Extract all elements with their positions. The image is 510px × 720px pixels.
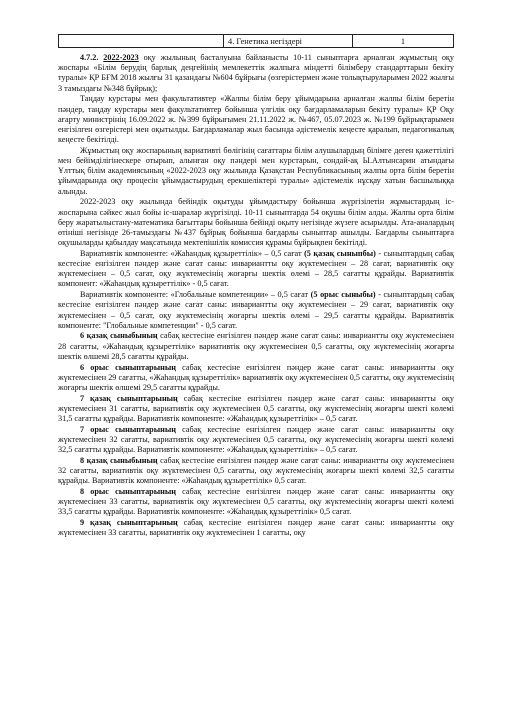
paragraph-grade6-russian: 6 орыс сыныптарының сабақ кестесіне енгізілген пәндер және сағат саны: инвариантты оқу жүктемесінен 29 сағатты, «Жаһандық құзыреттілік» вариативтік оқу жүктемесінен 0,5 сағатты, оқу жүктемесінің жоғарғы шектік өлшемі 29,5 сағатты құрайды. [58, 362, 454, 392]
class-label: (5 орыс сыныбы) [310, 290, 376, 300]
class-label: 7 орыс сыныптарының [80, 424, 176, 434]
academic-year: 2022-2023 [103, 53, 139, 62]
class-label: (5 қазақ сыныпбы) [304, 248, 376, 258]
paragraph-text: оқу жылының басталуына байланысты 10-11 сыныптарға арналған жұмыстың оқу жоспары «Білім берудің барлық деңгейінің мемлекеттік жалпыға міндетті білімберу стандарттарын бекіту туралы» ҚР БҒМ 2018 жылғы 31 қазандағы №604 бұйрығы (өзгерістермен және толықтыруларымен 2022 жылғы 3 тамыздағы №348 бұйрық); [58, 53, 455, 93]
class-label: 8 орыс сыныптарының [80, 487, 176, 497]
paragraph-grade7-russian: 7 орыс сыныптарының сабақ кестесіне енгізілген пәндер және сағат саны: инвариантты оқу жүктемесінен 32 сағатты, вариативтік оқу жүктемесінен 0,5 сағатты, оқу жүктемесінің жоғарғы шекті көлемі 32,5 сағатты құрайды. Вариативтік компоненте: «Жаһандық құзыреттілік» – 0,5 сағат. [58, 424, 454, 455]
paragraph-profile-education: 2022-2023 оқу жылында бейіндік оқытуды ұйымдастыру бойынша жүргізілетін жұмыстардың іс-жоспарына сәйкес жыл бойы іс-шаралар жүргізілді. 10-11 сыныптарда 54 оқушы білім алды. Жалпы орта білім беру жаратылыстану-математика бағыттары бойынша бейінді оқыту негізінде жүзеге асырылды. Ата-аналардың өтініші негізінде 26-тамыздағы №437 бұйрық бойынша бағдарлы сыныптар ашылды. Бағдарлы сыныптарға оқушыларды қабылдау мақсатында мектепішілік комиссия құрамы бұйрықпен бекітілді. [58, 197, 454, 248]
paragraph-variative-part: Жұмыстың оқу жоспарының вариативті бөлігінің сағаттары білім алушылардың білімге деген қажеттілігі мен бейімділігінескере отырып, алынған оқу пәндері мен курстарын, сондай-ақ Ы.Алтынсарин атындағы Ұлттық білім академиясының «2022-2023 оқу жылында Қазақстан Республикасының жалпы орта білім беретін ұйымдарында оқу процесін ұйымдастырудың ерекшеліктері туралы» әдістемелік нұсқау хатын басшылыққа алынды. [58, 145, 454, 196]
paragraph-grade8-kazakh: 8 қазақ сыныбының сабақ кестесіне енгізілген пәндер және сағат саны: инвариантты оқу жүктемесінен 32 сағатты, вариативтік оқу жүктемесінен 0,5 сағатты, оқу жүктемесінің жоғарғы шекті көлемі 32,5 сағатты құрайды. Вариативтік компоненте: «Жаһандық құзыреттілік» 0,5 сағат. [58, 455, 454, 486]
section-number: 4.7.2. [80, 53, 99, 62]
table-cell-hours: 1 [353, 35, 454, 48]
paragraph-grade6-kazakh: 6 қазақ сыныбының сабақ кестесіне енгізілген пәндер және сағат саны: инвариантты оқу жүктемесінен 28 сағатты, «Жаһандық құзыреттілік» вариативтік оқу жүктемесінен 0,5 сағатты, оқу жүктемесінің жоғарғы шектік өлшемі 28,5 сағатты құрайды. [58, 331, 454, 361]
table-cell-empty [59, 35, 224, 48]
class-label: 7 қазақ сыныптарының [80, 393, 178, 403]
table-cell-topic: 4. Генетика негіздері [224, 35, 353, 48]
class-label: 6 орыс сыныптарының [80, 362, 176, 372]
paragraph-grade5-kazakh: Вариативтік компоненте: «Жаһандық құзыреттілік» – 0,5 сағат (5 қазақ сыныпбы) - сыныптардың сабақ кестесіне енгізілген пәндер және сағат саны: инвариантты оқу жүктемесінен – 28 сағат, вариативтік оқу жүктемесінен – 0,5 сағат, оқу жүктемесінің жоғарғы шектік өлемі – 28,5 сағатты құрайды. Вариативтік компонент: «Жаһандық құзыреттілік» - 0,5 сағат. [58, 248, 454, 289]
paragraph-grade7-kazakh: 7 қазақ сыныптарының сабақ кестесіне енгізілген пәндер және сағат саны: инвариантты оқу жүктемесінен 31 сағатты, вариативтік оқу жүктемесінен 0,5 сағатты, оқу жүктемесінің жоғарғы шекті көлемі 31,5 сағатты құрайды. Вариативтік компоненте: «Жаһандық құзыреттілік» – 0,5 сағат. [58, 393, 454, 424]
class-label: 8 қазақ сыныбының [80, 455, 158, 465]
paragraph-curriculum-basis [58, 53, 454, 94]
class-label: 6 қазақ сыныбының [80, 331, 158, 341]
table-row [59, 35, 454, 48]
paragraph-electives: Таңдау курстары мен факультативтер «Жалпы білім беру ұйымдарына арналған жалпы білім беретін пәндер, таңдау курстары мен факультативтер бойынша үлгілік оқу бағдарламаларын бекіту туралы» ҚР Оқу ағарту министрінің 16.09.2022 ж. №399 бұйрығымен 21.11.2022 ж. №467, 05.07.2023 ж. №199 бұйрықтарымен енгізілген өзгерістері мен оқытылды. Бағдарламалар жыл басында әдістемелік кеңесте қаралып, педагогикалық кеңесте бекітілді. [58, 94, 454, 145]
curriculum-table-fragment [58, 34, 454, 48]
paragraph-grade8-russian: 8 орыс сыныптарының сабақ кестесіне енгізілген пәндер және сағат саны: инвариантты оқу жүктемесінен 33 сағатты, вариативтік оқу жүктемесінен 0,5 сағатты, оқу жүктемесінің жоғарғы шекті көлемі 33,5 сағатты құрайды. Вариативтік компоненте: «Жаһандық құзыреттілік» 0,5 сағат. [58, 487, 454, 517]
class-label: 9 қазақ сыныптарының [80, 518, 178, 528]
paragraph-grade9-kazakh: 9 қазақ сыныптарының сабақ кестесіне енгізілген пәндер және сағат саны: инвариантты оқу жүктемесінен 33 сағатты, вариативтік оқу жүктемесінен 1 сағатты, оқу [58, 518, 454, 538]
paragraph-grade5-russian: Вариативтік компоненте: «Глобальные компетенции» – 0,5 сағат (5 орыс сыныбы) - сыныптардың сабақ кестесіне енгізілген пәндер және сағат саны: инвариантты оқу жүктемесінен – 29 сағат, вариативтік оқу жүктемесінен – 0,5 сағат, оқу жүктемесінің жоғарғы шектік өлемі – 29,5 сағатты құрайды. Вариативтік компоненте: "Глобальные компетенции" - 0,5 сағат. [58, 290, 455, 330]
